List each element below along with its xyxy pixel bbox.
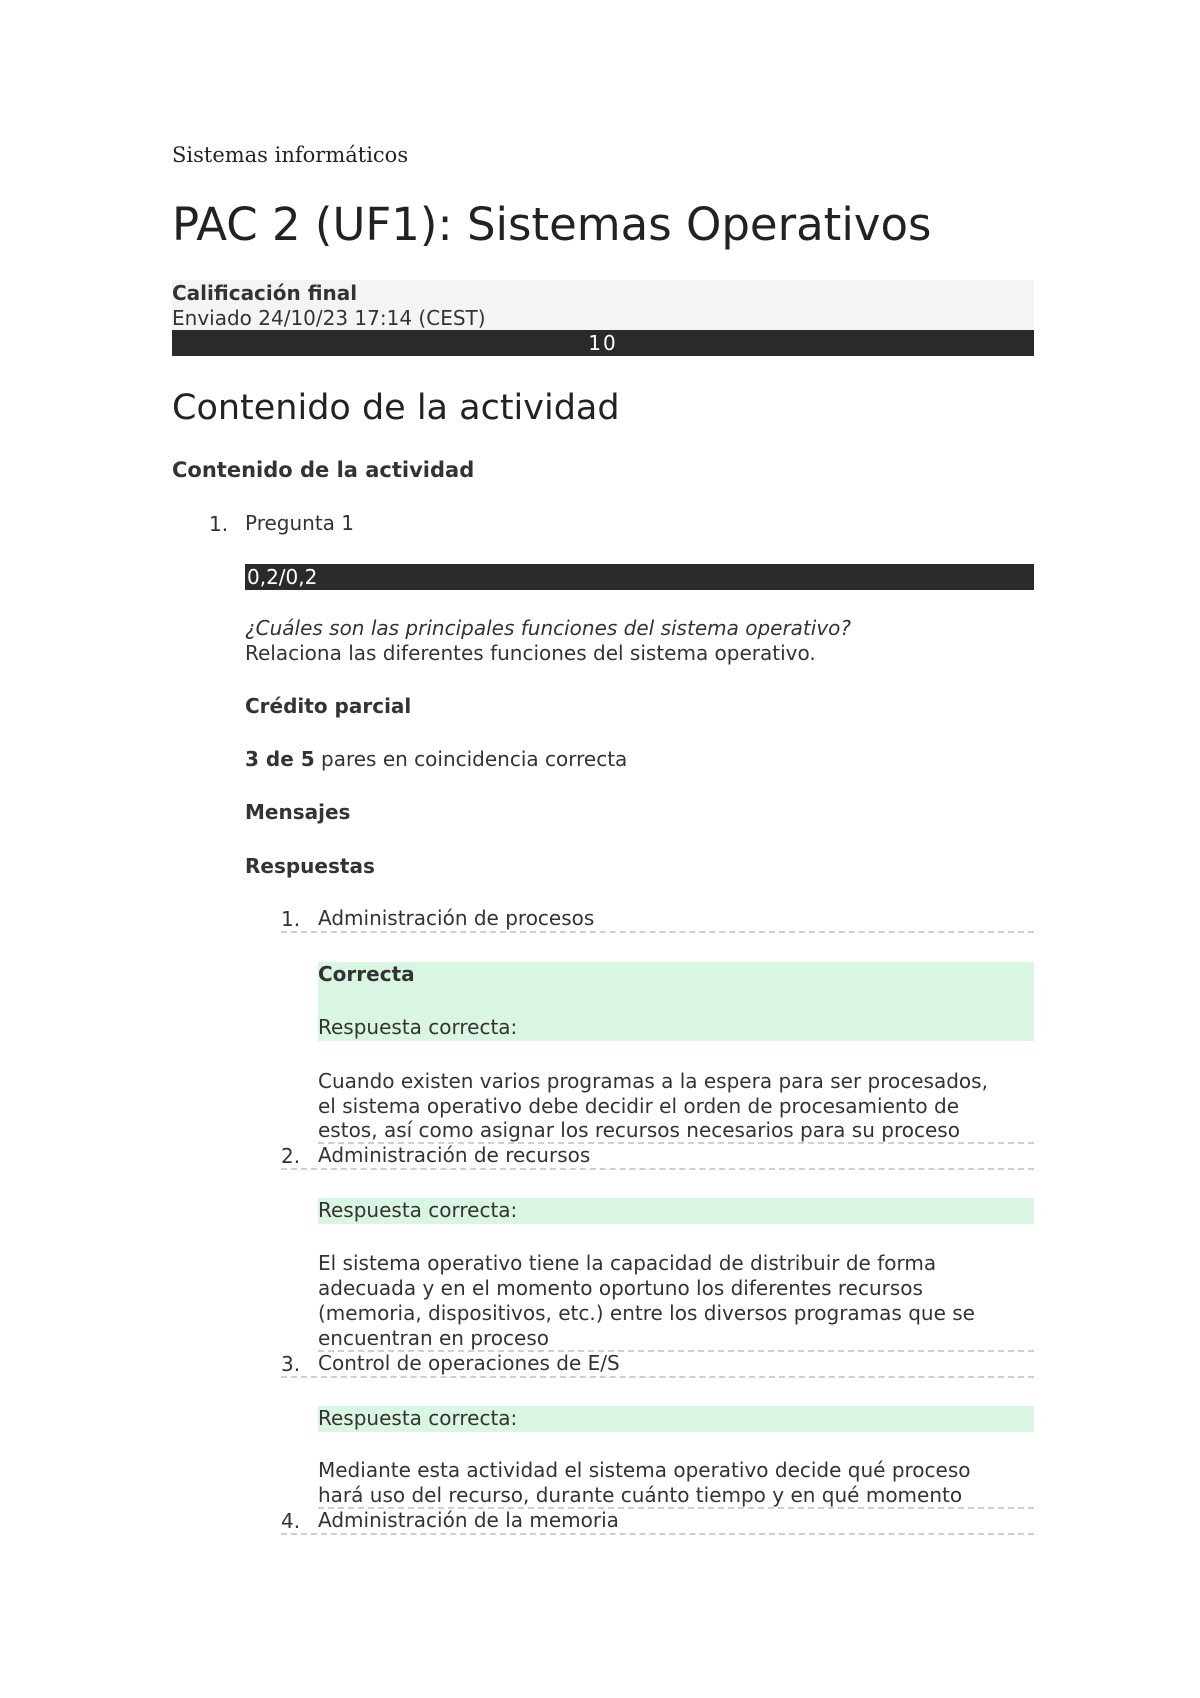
answer-number: 4.: [281, 1509, 301, 1533]
submission-date: Enviado 24/10/23 17:14 (CEST): [172, 306, 486, 330]
answer-term: Administración de procesos: [318, 906, 595, 930]
answer-term: Control de operaciones de E/S: [318, 1351, 620, 1375]
answer-line: estos, así como asignar los recursos necesarios para su proceso: [318, 1118, 960, 1142]
answer-term: Administración de recursos: [318, 1143, 591, 1167]
answer-line: (memoria, dispositivos, etc.) entre los diversos programas que se: [318, 1301, 975, 1325]
answer-line: Mediante esta actividad el sistema operativo decide qué proceso: [318, 1458, 971, 1482]
course-name: Sistemas informáticos: [172, 143, 409, 167]
answer-line: Cuando existen varios programas a la espera para ser procesados,: [318, 1069, 988, 1093]
question-score: 0,2/0,2: [245, 564, 1034, 590]
answer-line: encuentran en proceso: [318, 1326, 549, 1350]
question-label: Pregunta 1: [245, 511, 355, 535]
answer-line: el sistema operativo debe decidir el orden de procesamiento de: [318, 1094, 960, 1118]
divider: [281, 1376, 1034, 1378]
partial-credit-text: pares en coincidencia correcta: [314, 747, 628, 771]
divider: [281, 1533, 1034, 1535]
final-grade-label: Calificación final: [172, 281, 358, 305]
correct-answer-label: Respuesta correcta:: [318, 1015, 518, 1039]
answer-number: 1.: [281, 907, 301, 931]
answer-term: Administración de la memoria: [318, 1508, 619, 1532]
answer-line: El sistema operativo tiene la capacidad de distribuir de forma: [318, 1251, 937, 1275]
answer-line: hará uso del recurso, durante cuánto tiempo y en qué momento: [318, 1483, 963, 1507]
page-title: PAC 2 (UF1): Sistemas Operativos: [172, 198, 932, 251]
correct-answer-label: Respuesta correcta:: [318, 1406, 518, 1430]
question-prompt: ¿Cuáles son las principales funciones del sistema operativo?: [245, 616, 852, 640]
divider: [281, 1168, 1034, 1170]
question-instruction: Relaciona las diferentes funciones del sistema operativo.: [245, 641, 816, 665]
messages-label: Mensajes: [245, 800, 351, 824]
answer-line: adecuada y en el momento oportuno los diferentes recursos: [318, 1276, 923, 1300]
partial-credit-result: [245, 747, 627, 772]
correct-answer-label: Respuesta correcta:: [318, 1198, 518, 1222]
page: [172, 140, 1034, 484]
section-title: Contenido de la actividad: [172, 388, 620, 428]
sub-title: Contenido de la actividad: [172, 458, 475, 482]
answer-number: 2.: [281, 1144, 301, 1168]
divider: [281, 931, 1034, 933]
final-grade-value: 10: [172, 330, 1034, 356]
answers-label: Respuestas: [245, 854, 375, 878]
partial-credit-count: 3 de 5: [245, 747, 315, 771]
final-grade-panel: [172, 280, 1034, 356]
answer-number: 3.: [281, 1352, 301, 1376]
status-correct: Correcta: [318, 962, 415, 986]
question-number: 1.: [209, 512, 229, 536]
partial-credit-label: Crédito parcial: [245, 694, 412, 718]
